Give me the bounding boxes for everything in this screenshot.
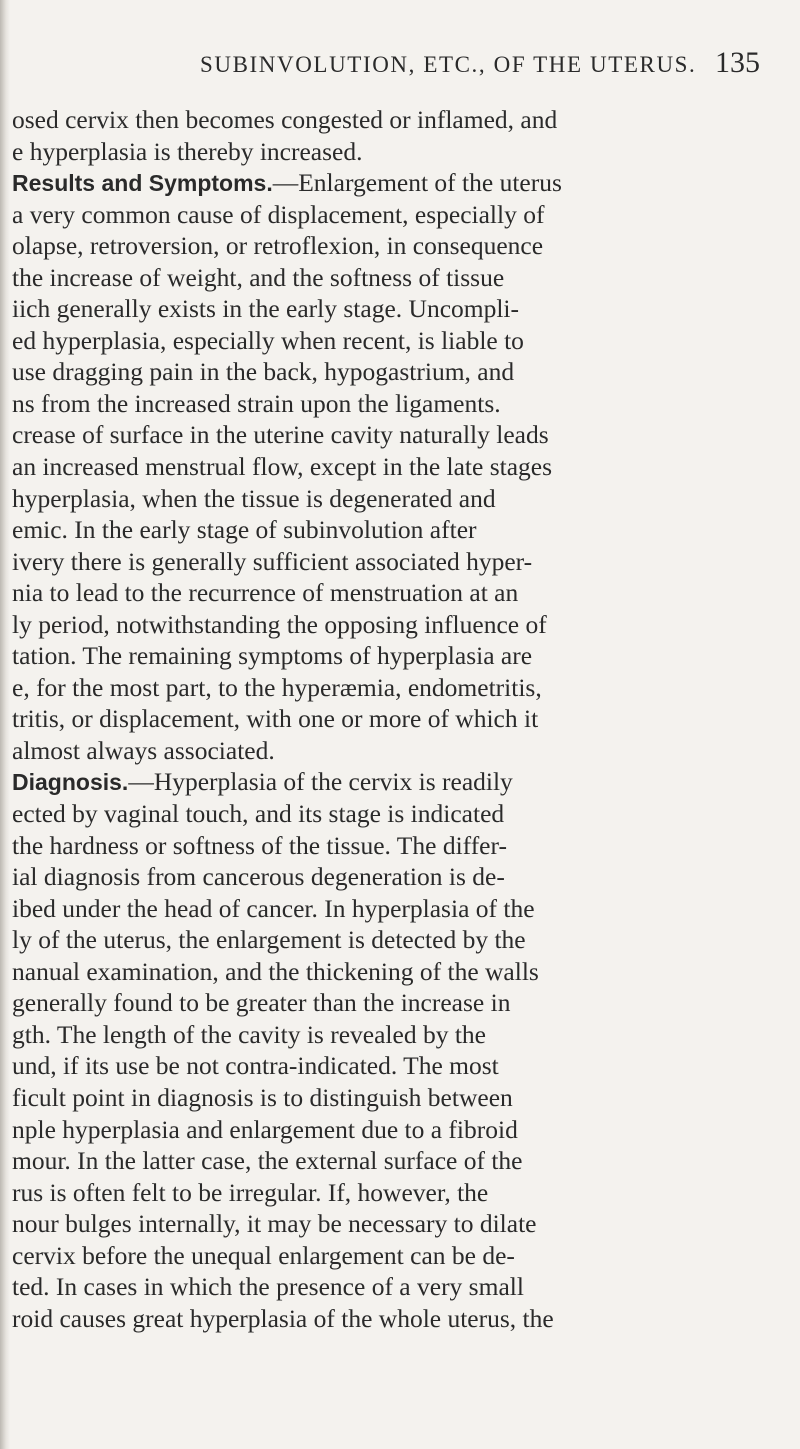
line-text: osed cervix then becomes congested or inflamed, and [12, 105, 558, 134]
line-text: tation. The remaining symptoms of hyperplasia are [12, 641, 533, 671]
line-text: mour. In the latter case, the external surface of the [12, 1146, 523, 1176]
line-text: —Hyperplasia of the cervix is readily [128, 767, 513, 797]
text-line [12, 104, 792, 136]
line-text: ns from the increased strain upon the ligaments. [12, 388, 501, 418]
line-text: e, for the most part, to the hyperæmia, endometritis, [12, 672, 542, 702]
text-line [12, 1208, 792, 1240]
text-line [12, 703, 792, 735]
line-text: —Enlargement of the uterus [272, 168, 562, 198]
text-line [12, 893, 792, 925]
text-line [12, 987, 792, 1019]
text-line [12, 1303, 792, 1335]
line-text: olapse, retroversion, or retroflexion, in consequence [12, 231, 544, 261]
line-text: ivery there is generally sufficient associated hyper- [12, 546, 533, 576]
body-text [12, 104, 792, 1334]
text-line [12, 609, 792, 641]
line-text: crease of surface in the uterine cavity naturally leads [12, 420, 549, 450]
line-text: rus is often felt to be irregular. If, however, the [12, 1177, 489, 1207]
text-line [12, 514, 792, 546]
text-line [12, 1271, 792, 1303]
line-text: ected by vaginal touch, and its stage is indicated [12, 799, 505, 829]
line-text: ficult point in diagnosis is to distinguish between [12, 1082, 513, 1112]
text-line [12, 924, 792, 956]
text-line [12, 830, 792, 862]
line-text: iich generally exists in the early stage. Uncompli- [12, 294, 520, 324]
text-line [12, 1145, 792, 1177]
running-head-title: SUBINVOLUTION, ETC., OF THE UTERUS. [200, 52, 697, 77]
line-text: the hardness or softness of the tissue. The differ- [12, 830, 507, 860]
section-heading: Results and Symptoms. [12, 170, 273, 197]
text-line [12, 136, 792, 168]
line-text: ibed under the head of cancer. In hyperplasia of the [12, 893, 535, 923]
line-text: roid causes great hyperplasia of the whole uterus, the [12, 1303, 554, 1333]
line-text: use dragging pain in the back, hypogastrium, and [12, 357, 515, 387]
text-line [12, 956, 792, 988]
text-line [12, 640, 792, 672]
text-line [12, 325, 792, 357]
text-line [12, 672, 792, 704]
line-text: generally found to be greater than the increase in [12, 988, 511, 1018]
line-text: und, if its use be not contra-indicated. The most [12, 1051, 499, 1081]
line-text: an increased menstrual flow, except in the late stages [12, 452, 553, 482]
text-line [12, 1240, 792, 1272]
binding-gutter-shadow [0, 0, 10, 1449]
text-line [12, 766, 792, 798]
line-text: ly period, notwithstanding the opposing influence of [12, 609, 547, 639]
line-text: ted. In cases in which the presence of a very small [12, 1272, 524, 1302]
line-text: nple hyperplasia and enlargement due to a fibroid [12, 1114, 518, 1144]
text-line [12, 1082, 792, 1114]
line-text: gth. The length of the cavity is revealed by the [12, 1019, 486, 1049]
text-line [12, 262, 792, 294]
text-line [12, 861, 792, 893]
line-text: tritis, or displacement, with one or more of which it [12, 704, 539, 734]
line-text: emic. In the early stage of subinvolution after [12, 515, 477, 545]
line-text: the increase of weight, and the softness of tissue [12, 262, 505, 292]
text-line [12, 419, 792, 451]
text-line [12, 167, 792, 199]
text-line [12, 1114, 792, 1146]
running-head [200, 46, 760, 86]
text-line [12, 1050, 792, 1082]
text-line [12, 735, 792, 767]
line-text: e hyperplasia is thereby increased. [12, 136, 363, 166]
text-line [12, 230, 792, 262]
line-text: ed hyperplasia, especially when recent, is liable to [12, 325, 524, 355]
section-heading: Diagnosis. [12, 769, 129, 796]
text-line [12, 451, 792, 483]
text-line [12, 356, 792, 388]
text-line [12, 388, 792, 420]
text-line [12, 293, 792, 325]
text-line [12, 199, 792, 231]
line-text: ial diagnosis from cancerous degeneration is de- [12, 862, 505, 892]
line-text: nia to lead to the recurrence of menstruation at an [12, 578, 519, 608]
line-text: hyperplasia, when the tissue is degenerated and [12, 483, 496, 513]
line-text: nanual examination, and the thickening of the walls [12, 956, 539, 986]
page-number: 135 [715, 46, 760, 79]
text-line [12, 546, 792, 578]
text-line [12, 798, 792, 830]
text-line [12, 1177, 792, 1209]
text-line [12, 483, 792, 515]
line-text: almost always associated. [12, 735, 275, 765]
line-text: ly of the uterus, the enlargement is detected by the [12, 925, 526, 955]
line-text: nour bulges internally, it may be necessary to dilate [12, 1209, 537, 1239]
text-line [12, 577, 792, 609]
line-text: a very common cause of displacement, especially of [12, 199, 545, 229]
line-text: cervix before the unequal enlargement can be de- [12, 1240, 515, 1270]
text-line [12, 1019, 792, 1051]
